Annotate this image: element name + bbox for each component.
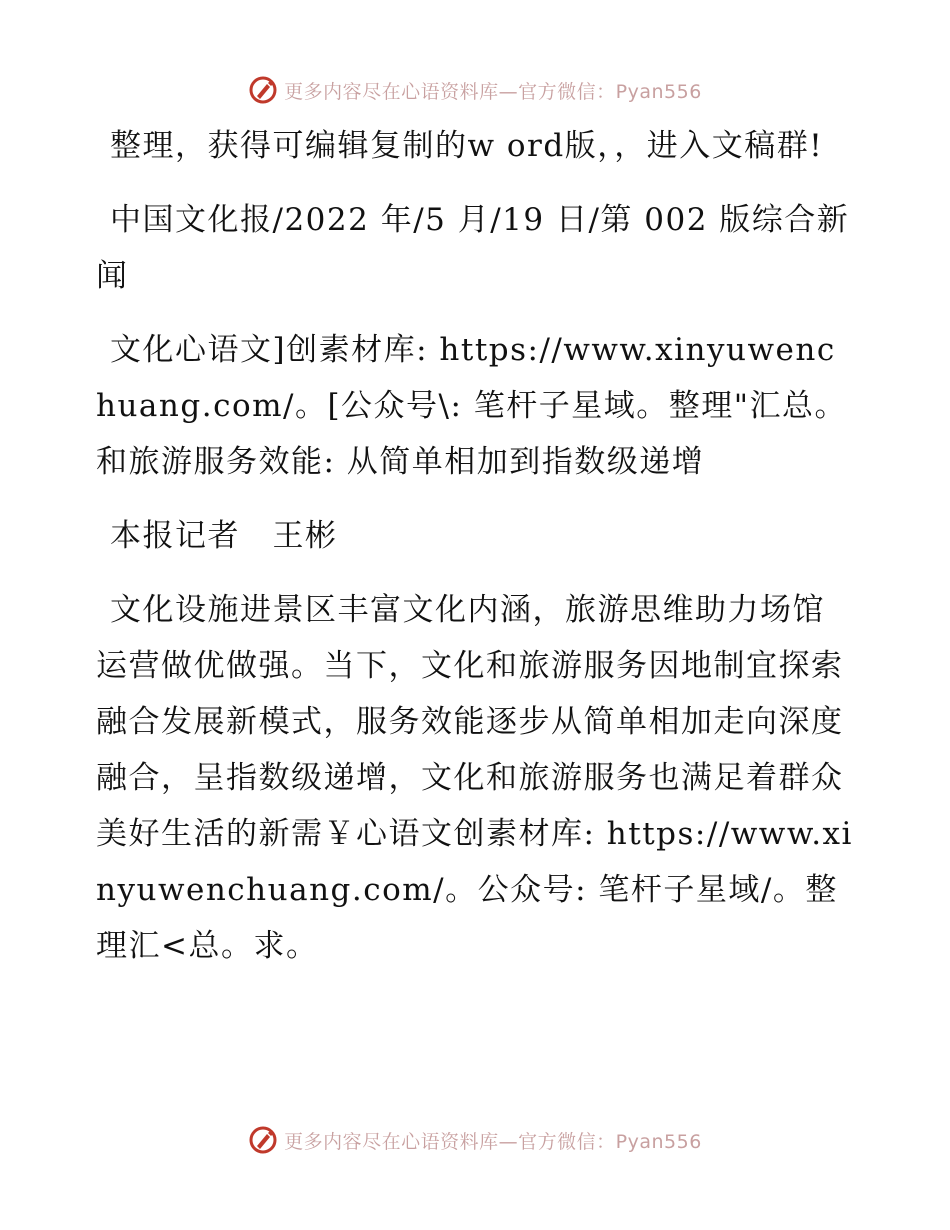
footer-banner	[0, 1120, 950, 1160]
paragraph-2: 中国文化报/2022 年/5 月/19 日/第 002 版综合新闻	[96, 202, 850, 294]
header-banner	[0, 70, 950, 110]
paragraph-5: 文化设施进景区丰富文化内涵，旅游思维助力场馆运营做优做强。当下，文化和旅游服务因地制宜探索融合发展新模式，服务效能逐步从简单相加走向深度融合，呈指数级递增，文化和旅游服务也满足着群众美好生活的新需￥心语文创素材库: https://www.xinyuwenchuang.com/。公众号: 笔杆子星域/。整理汇<总。求。	[96, 592, 853, 964]
header-banner-text: 更多内容尽在心语资料库—官方微信：Pyan556	[284, 80, 702, 103]
pen-logo-icon	[248, 1125, 278, 1155]
paragraph-1: 整理，获得可编辑复制的w ord版，，进入文稿群!	[110, 128, 824, 164]
paragraph-3: 文化心语文]创素材库: https://www.xinyuwenchuang.com/。[公众号\: 笔杆子星域。整理"汇总。和旅游服务效能: 从简单相加到指数级递增	[96, 332, 848, 480]
pen-logo-icon	[248, 75, 278, 105]
document-body	[96, 118, 856, 992]
footer-banner-text: 更多内容尽在心语资料库—官方微信：Pyan556	[284, 1130, 702, 1153]
paragraph-4: 本报记者 王彬	[110, 518, 338, 554]
